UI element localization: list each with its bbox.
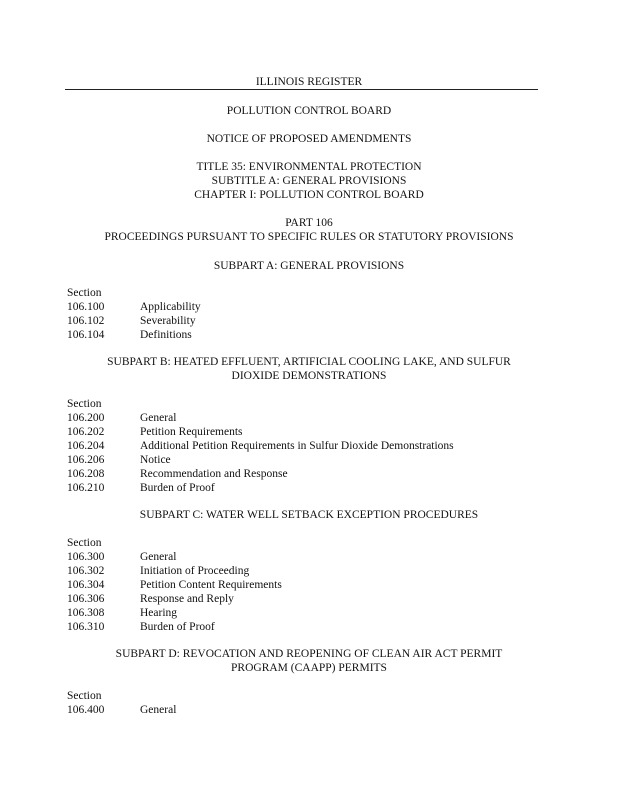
section-title: Applicability: [140, 301, 201, 313]
section-label: Section: [67, 537, 102, 549]
section-number: 106.202: [67, 426, 105, 438]
subtitle-heading: SUBTITLE A: GENERAL PROVISIONS: [211, 175, 407, 187]
section-number: 106.306: [67, 593, 105, 605]
section-title: General: [140, 551, 177, 563]
section-number: 106.308: [67, 607, 105, 619]
section-title: Initiation of Proceeding: [140, 565, 250, 577]
section-title: Burden of Proof: [140, 482, 215, 494]
section-title: Response and Reply: [140, 593, 234, 605]
section-number: 106.104: [67, 329, 105, 341]
header-rule: [65, 89, 538, 90]
section-title: General: [140, 412, 177, 424]
notice-title: NOTICE OF PROPOSED AMENDMENTS: [206, 133, 412, 145]
part-number: PART 106: [285, 217, 333, 229]
part-name: PROCEEDINGS PURSUANT TO SPECIFIC RULES OR STATUTORY PROVISIONS: [104, 231, 514, 243]
section-title: General: [140, 704, 177, 716]
section-title: Definitions: [140, 329, 192, 341]
subpart-a-title: SUBPART A: GENERAL PROVISIONS: [213, 260, 405, 272]
chapter-heading: CHAPTER I: POLLUTION CONTROL BOARD: [194, 189, 424, 201]
title-heading: TITLE 35: ENVIRONMENTAL PROTECTION: [196, 161, 422, 173]
section-number: 106.310: [67, 621, 105, 633]
section-number: 106.204: [67, 440, 105, 452]
section-number: 106.102: [67, 315, 105, 327]
section-number: 106.206: [67, 454, 105, 466]
register-title: ILLINOIS REGISTER: [255, 76, 363, 88]
subpart-d-title-line1: SUBPART D: REVOCATION AND REOPENING OF CLEAN AIR ACT PERMIT: [115, 648, 503, 660]
section-number: 106.300: [67, 551, 105, 563]
section-title: Notice: [140, 454, 171, 466]
section-number: 106.210: [67, 482, 105, 494]
section-title: Recommendation and Response: [140, 468, 288, 480]
section-number: 106.302: [67, 565, 105, 577]
section-label: Section: [67, 398, 102, 410]
section-title: Petition Requirements: [140, 426, 243, 438]
subpart-d-title-line2: PROGRAM (CAAPP) PERMITS: [231, 662, 387, 674]
section-label: Section: [67, 287, 102, 299]
section-number: 106.100: [67, 301, 105, 313]
section-title: Hearing: [140, 607, 178, 619]
subpart-b-title-line2: DIOXIDE DEMONSTRATIONS: [231, 370, 387, 382]
section-label: Section: [67, 690, 102, 702]
subpart-b-title-line1: SUBPART B: HEATED EFFLUENT, ARTIFICIAL COOLING LAKE, AND SULFUR: [107, 356, 511, 368]
section-title: Burden of Proof: [140, 621, 215, 633]
section-number: 106.400: [67, 704, 105, 716]
section-title: Severability: [140, 315, 196, 327]
subpart-c-title: SUBPART C: WATER WELL SETBACK EXCEPTION PROCEDURES: [139, 509, 479, 521]
section-number: 106.200: [67, 412, 105, 424]
section-title: Additional Petition Requirements in Sulfur Dioxide Demonstrations: [140, 440, 454, 452]
section-number: 106.208: [67, 468, 105, 480]
section-number: 106.304: [67, 579, 105, 591]
agency-name: POLLUTION CONTROL BOARD: [226, 105, 392, 117]
section-title: Petition Content Requirements: [140, 579, 282, 591]
